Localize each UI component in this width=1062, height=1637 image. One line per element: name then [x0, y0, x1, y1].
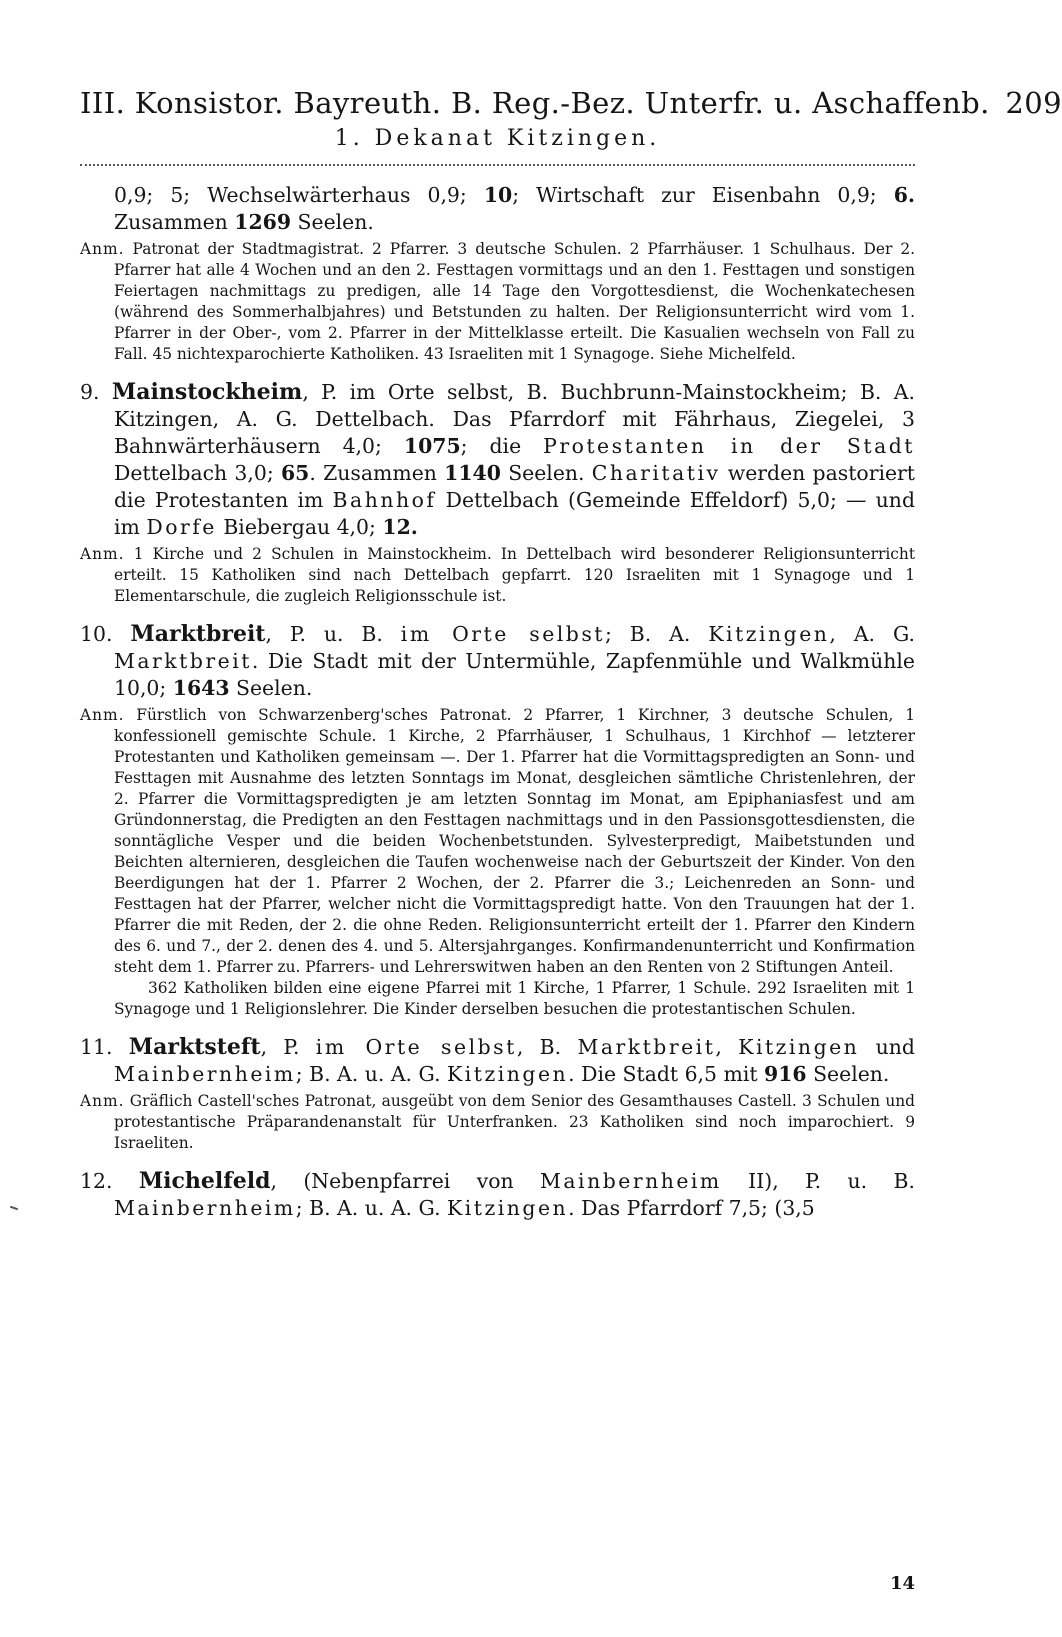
text: Dettelbach 3,0; [114, 461, 281, 485]
text: . Das Pfarrdorf 7,5; (3,5 [568, 1196, 815, 1220]
number: 65 [280, 461, 310, 485]
number: 1269 [234, 210, 292, 234]
number: 12. [382, 515, 418, 539]
text: , A. G. [829, 622, 915, 646]
anm-label: Anm. [80, 706, 125, 724]
page-number: 209 [1005, 86, 1062, 120]
number: 916 [764, 1062, 807, 1086]
running-head [80, 84, 1062, 122]
text: , [715, 1035, 739, 1059]
text: Zusammen [114, 210, 235, 234]
text: Dettelbach (Gemeinde Effeldorf) 5,0; — und im [114, 488, 915, 539]
header-rule [80, 164, 915, 166]
text: ; Wirtschaft zur Eisenbahn 0,9; [512, 183, 894, 207]
anm-label: Anm. [80, 240, 125, 258]
spaced-text: im Orte selbst [315, 1035, 517, 1059]
number: 6. [893, 183, 915, 207]
text: . Die Stadt mit der Untermühle, Zapfenmühle und Walkmühle 10,0; [114, 649, 915, 700]
text: , B. [516, 1035, 578, 1059]
anm-text: Patronat der Stadtmagistrat. 2 Pfarrer. 3 deutsche Schulen. 2 Pfarrhäuser. 1 Schulhaus. Der 2. Pfarrer hat alle 4 Wochen und an den 2. Festtagen vormittags und an den 1. Festtagen und sonstigen Feiertagen nachmittags zu predigen, alle 14 Tage den Vorgottesdienst, die Wochenkatechesen (während des Sommerhalbjahres) und Betstunden zu halten. Der Religionsunterricht wird vom 1. Pfarrer in der Ober-, vom 2. Pfarrer in der Mittelklasse erteilt. Die Kasualien wechseln von Fall zu Fall. 45 nichtexparochierte Katholiken. 43 Israeliten mit 1 Synagoge. Siehe Michelfeld. [114, 240, 915, 363]
entry-number: 12. [80, 1169, 113, 1193]
anm-text-paragraph: 362 Katholiken bilden eine eigene Pfarrei mit 1 Kirche, 1 Pfarrer, 1 Schule. 292 Israeliten mit 1 Synagoge und 1 Religionslehrer. Die Kinder derselben besuchen die protestantischen Schulen. [114, 979, 915, 1018]
text: ; B. A. u. A. G. [295, 1062, 448, 1086]
spaced-text: Dorfe [146, 515, 217, 539]
place-name: Marktbreit [130, 621, 266, 647]
text: . Die Stadt 6,5 mit [568, 1062, 765, 1086]
anm-text: Gräflich Castell'sches Patronat, ausgeübt von dem Senior des Gesamthauses Castell. 3 Schulen und protestantische Präparandenanstalt für Unterfranken. 23 Katholiken sind noch imparochiert. 9 Israeliten. [114, 1092, 915, 1152]
anm-label: Anm. [80, 545, 125, 563]
spaced-text: Charitativ [591, 461, 721, 485]
signature-number: 14 [889, 1573, 915, 1594]
spaced-text: Kitzingen [447, 1062, 569, 1086]
text: Biebergau 4,0; [216, 515, 383, 539]
scan-artifact-mark [10, 1206, 18, 1211]
anm-label: Anm. [80, 1092, 125, 1110]
annotation-mainstockheim [80, 544, 915, 607]
spaced-text: Kitzingen [738, 1035, 860, 1059]
entry-continuation [80, 182, 915, 236]
text: , P. u. B. [265, 622, 401, 646]
spaced-text: Mainbernheim [540, 1169, 722, 1193]
text: , P. [260, 1035, 316, 1059]
entry-marktbreit [80, 621, 915, 702]
number: 1140 [444, 461, 501, 485]
anm-text: 1 Kirche und 2 Schulen in Mainstockheim. In Dettelbach wird besonderer Religionsunterricht erteilt. 15 Katholiken sind nach Dettelbach gepfarrt. 120 Israeliten mit 1 Synagoge und 1 Elementarschule, die zugleich Religionsschule ist. [114, 545, 915, 605]
entry-number: 9. [80, 380, 100, 404]
text: 0,9; 5; Wechselwärterhaus 0,9; [114, 183, 484, 207]
place-name: Marktsteft [128, 1034, 261, 1060]
text: ; die [460, 434, 544, 458]
place-name: Michelfeld [138, 1168, 271, 1194]
spaced-text: Bahnhof [332, 488, 437, 512]
anm-text: Fürstlich von Schwarzenberg'sches Patronat. 2 Pfarrer, 1 Kirchner, 3 deutsche Schulen, 1 konfessionell gemischte Schule. 1 Kirche, 2 Pfarrhäuser, 1 Schulhaus, 1 Kirchhof — letzterer Protestanten und Katholiken gemeinsam —. Der 1. Pfarrer hat die Vormittagspredigten an Sonn- und Festtagen mit Ausnahme des letzten Sonntags im Monat, desgleichen sämtliche Christenlehren, der 2. Pfarrer die Vormittagspredigten je am letzten Sonntag im Monat, am Epiphaniasfest und am Gründonnerstag, die Predigten an den Festtagen nachmittags und in den Passionsgottesdiensten, die sonntägliche Vesper und die beiden Wochenbetstunden. Sylvesterpredigt, Maibetstunden und Beichten alternieren, desgleichen die Taufen wochenweise nach der Geburtszeit der Kinder. Von den Beerdigungen hat der 1. Pfarrer 2 Wochen, der 2. Pfarrer die 3.; Leichenreden an Sonn- und Festtagen hat der Pfarrer, welcher nicht die Vormittagspredigt hatte. Von den Trauungen hat der 1. Pfarrer die mit Reden, der 2. die ohne Reden. Religionsunterricht erteilt der 1. Pfarrer den Kindern des 6. und 7., der 2. denen des 4. und 5. Altersjahrganges. Konfirmandenunterricht und Konfirmation steht dem 1. Pfarrer zu. Pfarrers- und Lehrerswitwen haben an den Renten von 2 Stiftungen Anteil. [114, 706, 915, 976]
text: Seelen. [291, 210, 374, 234]
text: Seelen. [806, 1062, 890, 1086]
text: II), P. u. B. [721, 1169, 916, 1193]
running-head-title: III. Konsistor. Bayreuth. B. Reg.-Bez. Unterfr. u. Aschaffenb. [80, 86, 990, 120]
annotation-marktbreit [80, 705, 915, 1020]
text: , P. im Orte selbst, B. Buchbrunn-Mainstockheim; B. A. Kitzingen, A. G. Dettelbach. Das Pfarrdorf mit Fährhaus, Ziegelei, 3 Bahnwärterhäusern 4,0; [114, 380, 915, 458]
text: . Zusammen [309, 461, 445, 485]
place-name: Mainstockheim [111, 379, 303, 405]
annotation-continuation [80, 239, 915, 365]
entry-number: 11. [80, 1035, 113, 1059]
spaced-text: Mainbernheim [114, 1196, 296, 1220]
spaced-text: Marktbreit [114, 649, 252, 673]
text: , (Nebenpfarrei von [270, 1169, 541, 1193]
entry-michelfeld [80, 1168, 915, 1222]
spaced-text: Mainbernheim [114, 1062, 296, 1086]
text: und [859, 1035, 915, 1059]
annotation-marktsteft [80, 1091, 915, 1154]
text: ; B. A. [605, 622, 709, 646]
text: werden pastoriert die Protestanten im [114, 461, 915, 512]
text: Seelen. [229, 676, 313, 700]
number: 10 [483, 183, 513, 207]
entry-marktsteft [80, 1034, 915, 1088]
number: 1643 [172, 676, 230, 700]
spaced-text: Kitzingen [447, 1196, 569, 1220]
number: 1075 [403, 434, 461, 458]
entry-mainstockheim [80, 379, 915, 541]
spaced-text: Marktbreit [577, 1035, 716, 1059]
text: Seelen. [500, 461, 592, 485]
spaced-text: Kitzingen [708, 622, 830, 646]
spaced-text: Protestanten in der Stadt [543, 434, 915, 458]
spaced-text: im Orte selbst [400, 622, 605, 646]
text: ; B. A. u. A. G. [295, 1196, 448, 1220]
dekanat-heading: 1. Dekanat Kitzingen. [334, 126, 661, 151]
entry-number: 10. [80, 622, 113, 646]
document-page [80, 84, 1062, 1594]
